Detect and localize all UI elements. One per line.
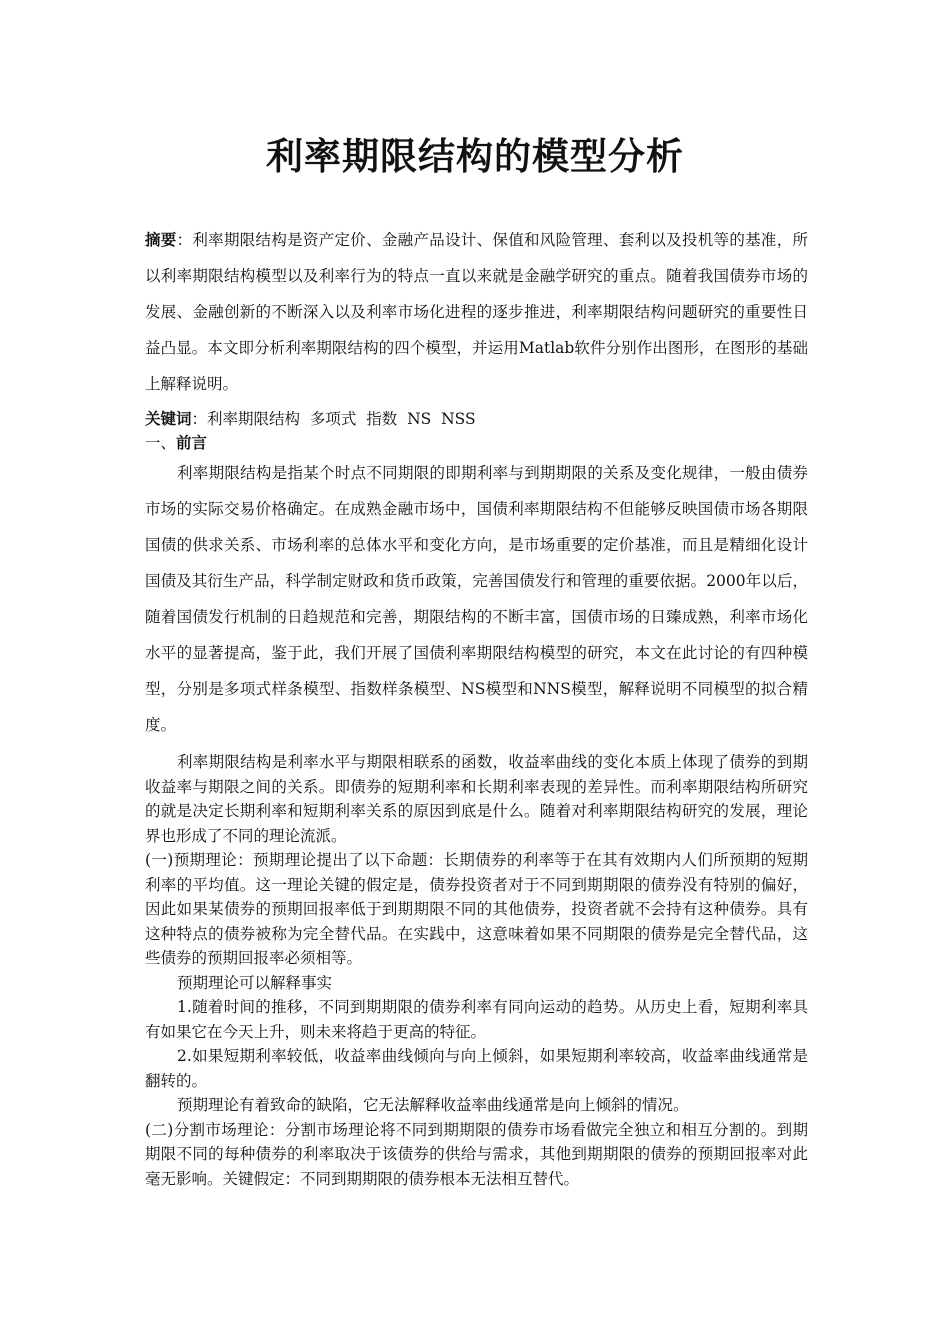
paragraph-expectations-theory: (一)预期理论：预期理论提出了以下命题：长期债券的利率等于在其有效期内人们所预期的短期利率的平均值。这一理论关键的假定是，债券投资者对于不同到期期限的债券没有特别的偏好，因此如果某债券的预期回报率低于到期期限不同的其他债券，投资者就不会持有这种债券。具有这种特点的债券被称为完全替代品。在实践中，这意味着如果不同期限的债券是完全替代品，这些债券的预期回报率必须相等。 [145,851,808,967]
document-title: 利率期限结构的模型分析 [266,135,684,178]
keywords-text: ：利率期限结构 多项式 指数 NS NSS [191,410,476,428]
keywords-line [145,407,808,431]
paragraph-fact-1: 1.随着时间的推移，不同到期期限的债券利率有同向运动的趋势。从历史上看，短期利率具有如果它在今天上升，则未来将趋于更高的特征。 [145,998,808,1041]
body-text-block [145,750,808,1191]
paragraph-1: 利率期限结构是指某个时点不同期限的即期利率与到期期限的关系及变化规律，一般由债券市场的实际交易价格确定。在成熟金融市场中，国债利率期限结构不但能够反映国债市场各期限国债的供求关系、市场利率的总体水平和变化方向，是市场重要的定价基准，而且是精细化设计国债及其衍生产品，科学制定财政和货币政策，完善国债发行和管理的重要依据。2000年以后，随着国债发行机制的日趋规范和完善，期限结构的不断丰富，国债市场的日臻成熟，利率市场化水平的显著提高，鉴于此，我们开展了国债利率期限结构模型的研究，本文在此讨论的有四种模型，分别是多项式样条模型、指数样条模型、NS模型和NNS模型，解释说明不同模型的拟合精度。 [145,464,808,734]
paragraph-explains-facts: 预期理论可以解释事实 [177,973,333,992]
paragraph-fact-2: 2.如果短期利率较低，收益率曲线倾向与向上倾斜，如果短期利率较高，收益率曲线通常是翻转的。 [145,1047,808,1090]
abstract-text: ：利率期限结构是资产定价、金融产品设计、保值和风险管理、套利以及投机等的基准，所以利率期限结构模型以及利率行为的特点一直以来就是金融学研究的重点。随着我国债券市场的发展、金融创新的不断深入以及利率市场化进程的逐步推进，利率期限结构问题研究的重要性日益凸显。本文即分析利率期限结构的四个模型，并运用Matlab软件分别作出图形，在图形的基础上解释说明。 [145,231,808,393]
abstract-block [145,222,808,402]
section-heading-text: 前言 [176,433,208,452]
section-heading-prefix: 一、 [145,434,177,452]
paragraph-flaw: 预期理论有着致命的缺陷，它无法解释收益率曲线通常是向上倾斜的情况。 [177,1096,689,1114]
section-heading [145,431,808,455]
intro-paragraph [145,455,808,743]
paragraph-2: 利率期限结构是利率水平与期限相联系的函数，收益率曲线的变化本质上体现了债券的到期收益率与期限之间的关系。即债券的短期利率和长期利率表现的差异性。而利率期限结构所研究的就是决定长期利率和短期利率关系的原因到底是什么。随着对利率期限结构研究的发展，理论界也形成了不同的理论流派。 [145,753,808,845]
keywords-label: 关键词 [145,409,192,428]
abstract-label: 摘要 [145,230,177,249]
paragraph-segmented-market-theory: (二)分割市场理论：分割市场理论将不同到期期限的债券市场看做完全独立和相互分割的。到期期限不同的每种债券的利率取决于该债券的供给与需求，其他到期期限的债券的预期回报率对此毫无影响。关键假定：不同到期期限的债券根本无法相互替代。 [145,1120,808,1188]
